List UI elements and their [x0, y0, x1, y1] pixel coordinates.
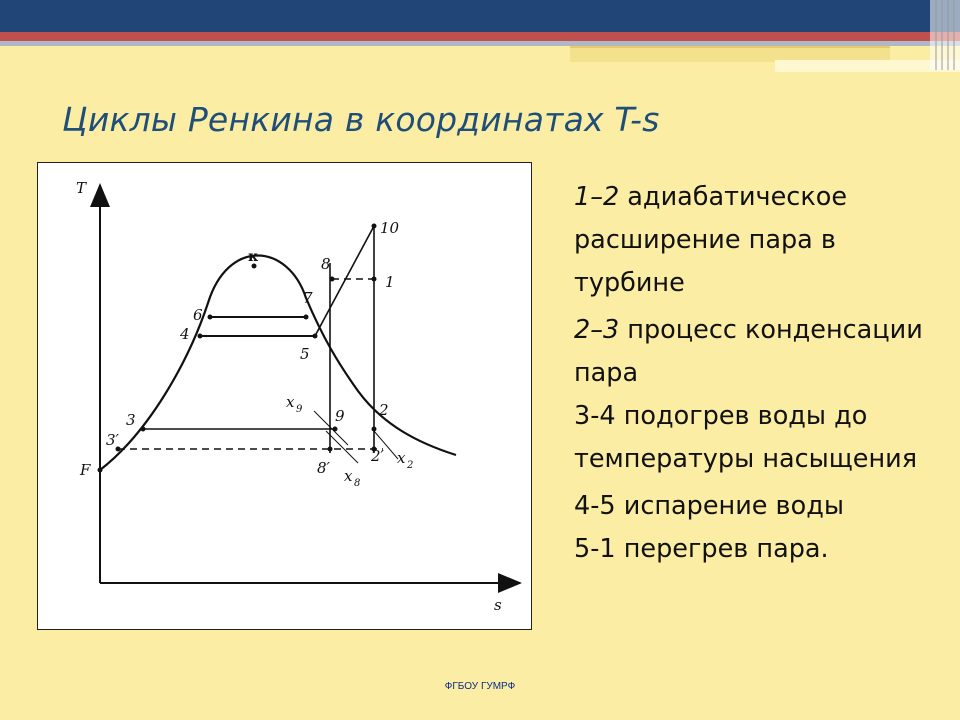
label-8: 8: [321, 255, 331, 273]
label-x8-sub: 8: [354, 478, 361, 489]
description-item: [574, 395, 954, 481]
label-2p: 2′: [371, 447, 384, 465]
header-red-stripe: [0, 32, 960, 41]
line-5-10: [315, 226, 374, 336]
header-band: [0, 0, 960, 32]
label-8p: 8′: [317, 459, 330, 477]
process-text: адиабатическое расширение пара в турбине: [574, 182, 848, 298]
process-text: 5-1 перегрев пара.: [574, 534, 829, 564]
process-text: 4-5 испарение воды: [574, 491, 844, 521]
label-x9: x: [286, 393, 295, 411]
description-item: [574, 309, 954, 395]
description-item: [574, 176, 954, 305]
s-axis-label: s: [494, 596, 502, 614]
ts-diagram: [37, 162, 532, 630]
label-F: F: [80, 461, 91, 479]
process-text: 3-4 подогрев воды до температуры насыщения: [574, 401, 918, 474]
label-10: 10: [380, 219, 400, 237]
corner-decoration: [930, 0, 960, 70]
label-4: 4: [180, 325, 190, 343]
label-3p: 3′: [106, 431, 119, 449]
label-x8: x: [344, 467, 353, 485]
process-text: процесс конденсации пара: [574, 315, 923, 388]
label-x2: x: [397, 449, 406, 467]
label-2: 2: [379, 401, 389, 419]
description-item: [574, 485, 954, 528]
process-range: 1–2: [574, 182, 620, 212]
label-5: 5: [300, 345, 310, 363]
saturation-curve: [100, 256, 456, 471]
ts-diagram-svg: [38, 163, 531, 629]
label-3: 3: [126, 411, 136, 429]
process-description: [574, 176, 954, 571]
label-7: 7: [303, 289, 313, 307]
process-range: 2–3: [574, 315, 620, 345]
label-x2-sub: 2: [407, 460, 414, 471]
label-9: 9: [335, 407, 345, 425]
slide-title: Циклы Ренкина в координатах T-s: [62, 100, 660, 139]
slide-footer: ФГБОУ ГУМРФ: [444, 681, 516, 692]
label-k: к: [248, 249, 259, 265]
description-item: [574, 528, 954, 571]
label-6: 6: [193, 306, 203, 324]
label-1: 1: [385, 273, 395, 291]
t-axis-label: T: [76, 179, 87, 197]
label-x9-sub: 9: [296, 404, 303, 415]
